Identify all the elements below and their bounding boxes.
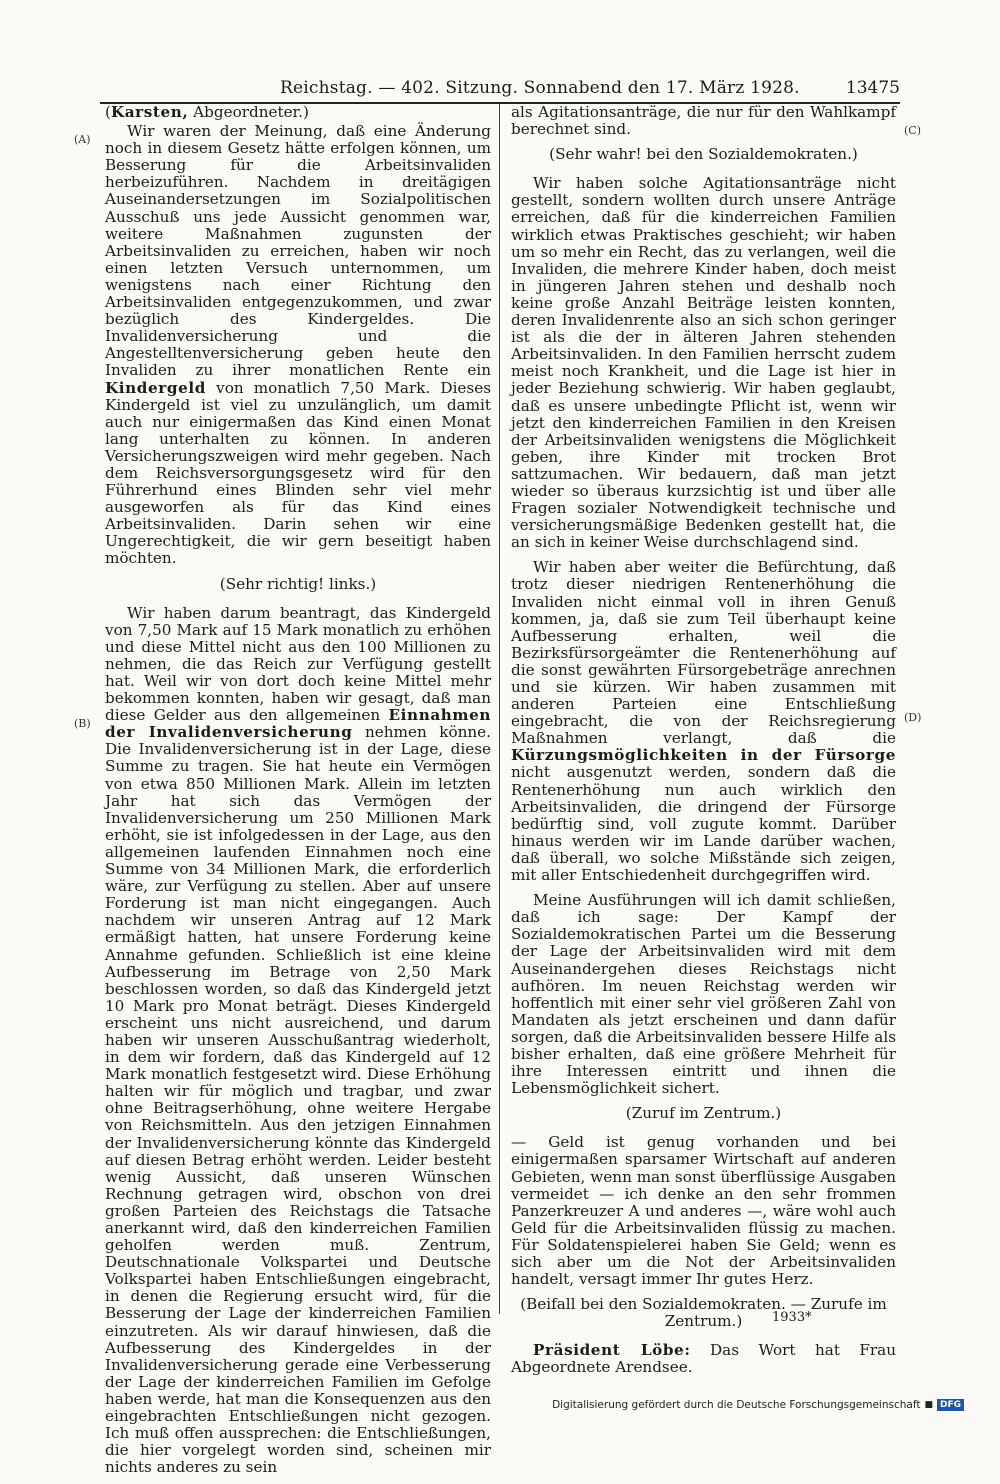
bullet-icon: ■ [924, 1400, 933, 1410]
president-statement [511, 1342, 896, 1376]
emphasis-text: Einnahmen der Invalidenversicherung [105, 706, 491, 742]
speaker-name: Karsten, [110, 103, 189, 121]
dfg-logo: DFG [937, 1399, 964, 1411]
interjection: (Zuruf im Zentrum.) [625, 1104, 782, 1123]
interjection: (Sehr wahr! bei den Sozialdemokraten.) [549, 145, 858, 164]
right-column [511, 104, 896, 1385]
speaker-role: Abgeordneter.) [193, 103, 309, 121]
header-title: Reichstag. — 402. Sitzung. Sonnabend den 17. März 1928. [280, 78, 800, 98]
paragraph: — Geld ist genug vorhanden und bei einigermaßen sparsamer Wirtschaft auf anderen Gebieten, wenn man sonst überflüssige Ausgaben vermeidet — ich denke an den sehr frommen Panzerkreuzer A und anderes —, wäre wohl auch Geld für die Arbeitsinvaliden flüssig zu machen. Für Soldatenspielerei haben Sie Geld; wenn es sich aber um die Not der Arbeitsinvaliden handelt, versagt immer Ihr gutes Herz. [511, 1133, 896, 1289]
margin-marker-b: (B) [74, 717, 91, 730]
emphasis-text: Kindergeld [105, 378, 206, 397]
paragraph-text: von monatlich 7,50 Mark. Dieses Kindergeld ist viel zu unzulänglich, um damit auch nur einigermaßen das Kind einen Monat lang unterhalten zu können. In anderen Versicherungszweigen wird mehr gegeben. Nach dem Reichsversorgungsgesetz wird für den Führerhund eines Blinden sehr viel mehr ausgeworfen als für das Kind eines Arbeitsinvaliden. Darin sehen wir eine Ungerechtigkeit, die wir gern beseitigt haben möchten. [105, 378, 491, 568]
interjection: (Beifall bei den Sozialdemokraten. — Zurufe im Zentrum.) [520, 1295, 887, 1331]
footer [552, 1399, 964, 1411]
paragraph-text: nicht ausgenutzt werden, sondern daß die Rentenerhöhung nun auch wirklich den Arbeitsinvaliden, die dringend der Fürsorge bedürftig sind, voll zugute kommt. Darüber hinaus werden wir im Lande darüber wachen, daß überall, wo solche Mißstände sich zeigen, mit aller Entschiedenheit durchgegriffen wird. [511, 763, 896, 885]
margin-marker-a: (A) [74, 133, 91, 146]
column-divider [499, 104, 500, 1314]
paragraph-text: Wir waren der Meinung, daß eine Änderung noch in diesem Gesetz hätte erfolgen können, um Besserung für die Arbeitsinvaliden herbeizuführen. Nachdem in dreitägigen Auseinandersetzungen im Sozialpolitischen Ausschuß uns jede Aussicht genommen war, weitere Maßnahmen zugunsten der Arbeitsinvaliden zu erreichen, haben wir noch einen letzten Versuch unternommen, um wenigstens nach einer Richtung den Arbeitsinvaliden entgegenzukommen, und zwar bezüglich des Kindergeldes. Die Invalidenversicherung und die Angestelltenversicherung geben heute den Invaliden zu ihrer monatlichen Rente ein [105, 122, 491, 380]
margin-marker-d: (D) [904, 711, 922, 724]
president-text: Das Wort hat Frau Abgeordnete Arendsee. [511, 1341, 896, 1377]
emphasis-text: Kürzungsmöglichkeiten in der Fürsorge [511, 746, 896, 765]
paragraph-text: nehmen könne. Die Invalidenversicherung ist in der Lage, diese Summe zu tragen. Sie hat heute ein Vermögen von etwa 850 Millionen Mark. Allein im letzten Jahr hat sich das Vermögen der Invalidenversicherung um 250 Millionen Mark erhöht, sie ist infolgedessen in der Lage, aus den allgemeinen laufenden Einnahmen noch eine Summe von 34 Millionen Mark, die erforderlich wäre, zur Verfügung zu stellen. Aber auf unsere Forderung ist man nicht eingegangen. Auch nachdem wir unseren Antrag auf 12 Mark ermäßigt hatten, hat unsere Forderung keine Annahme gefunden. Schließlich ist eine kleine Aufbesserung im Betrage von 2,50 Mark beschlossen worden, so daß das Kindergeld jetzt 10 Mark pro Monat beträgt. Dieses Kindergeld erscheint uns nicht ausreichend, und darum haben wir unseren Ausschußantrag wiederholt, in dem wir fordern, daß das Kindergeld auf 12 Mark monatlich festgesetzt wird. Diese Erhöhung halten wir für möglich und tragbar, und zwar ohne Beitragserhöhung, ohne weitere Hergabe von Reichsmitteln. Aus den jetzigen Einnahmen der Invalidenversicherung könnte das Kindergeld auf diesen Betrag erhöht werden. Leider besteht wenig Aussicht, daß unseren Wünschen Rechnung getragen wird, obschon von drei großen Parteien des Reichstags die Tatsache anerkannt wird, daß den kinderreichen Familien geholfen werden muß. Zentrum, Deutschnationale Volkspartei und Deutsche Volkspartei haben Entschließungen eingebracht, in denen die Regierung ersucht wird, für die Besserung der Lage der kinderreichen Familien einzutreten. Als wir darauf hinwiesen, daß die Aufbesserung des Kindergeldes in der Invalidenversicherung gerade eine Verbesserung der Lage der kinderreichen Familien im Gefolge haben werde, hat man die Konsequenzen aus den eingebrachten Entschließungen nicht gezogen. Ich muß offen aussprechen: die Entschließungen, die hier vorgelegt worden sind, scheinen mir nichts anderes zu sein [105, 723, 491, 1477]
paragraph [105, 123, 491, 567]
left-column [105, 104, 491, 1484]
paragraph: als Agitationsanträge, die nur für den Wahlkampf berechnet sind. [511, 103, 896, 139]
signature-number: 1933* [772, 1310, 812, 1325]
page-header [100, 76, 900, 104]
paragraph-text: Wir haben darum beantragt, das Kindergeld von 7,50 Mark auf 15 Mark monatlich zu erhöhen und diese Mittel nicht aus den 100 Millionen zu nehmen, die das Reich zur Verfügung gestellt hat. Weil wir von dort doch keine Mittel mehr bekommen konnten, haben wir gesagt, daß man diese Gelder aus den allgemeinen [105, 603, 491, 725]
margin-marker-c: (C) [904, 124, 921, 137]
footer-text: Digitalisierung gefördert durch die Deutsche Forschungsgemeinschaft [552, 1399, 921, 1411]
interjection: (Sehr richtig! links.) [219, 574, 377, 593]
paragraph: Meine Ausführungen will ich damit schließen, daß ich sage: Der Kampf der Sozialdemokratischen Partei um die Besserung der Lage der Arbeitsinvaliden wird mit dem Auseinandergehen dieses Reichstags nicht aufhören. Im neuen Reichstag werden wir hoffentlich mit einer sehr viel größeren Zahl von Mandaten als jetzt erscheinen und dann dafür sorgen, daß die Arbeitsinvaliden bessere Hilfe als bisher erhalten, daß eine größere Mehrheit für ihre Interessen eintritt und ihnen die Lebensmöglichkeit sichert. [511, 891, 896, 1098]
paragraph [511, 559, 896, 884]
paragraph-text: Wir haben aber weiter die Befürchtung, daß trotz dieser niedrigen Rentenerhöhung die Invaliden nicht einmal voll in ihren Genuß kommen, ja, daß sie zum Teil überhaupt keine Aufbesserung erhalten, weil die Bezirksfürsorgeämter die Rentenerhöhung auf die sonst gewährten Fürsorgebeträge anrechnen und sie kürzen. Wir haben zusammen mit anderen Parteien eine Entschließung eingebracht, die von der Reichsregierung Maßnahmen verlangt, daß die [511, 558, 896, 748]
paragraph: Wir haben solche Agitationsanträge nicht gestellt, sondern wollten durch unsere Anträge erreichen, daß für die kinderreichen Familien wirklich etwas Praktisches geschieht; wir haben um so mehr ein Recht, das zu verlangen, weil die Invaliden, die mehrere Kinder haben, doch meist in jüngeren Jahren stehen und deshalb noch keine große Anzahl Beiträge leisten konnten, deren Invalidenrente also an sich schon geringer ist als die der in älteren Jahren stehenden Arbeitsinvaliden. In den Familien herrscht zudem meist noch Krankheit, und die Lage ist hier in jeder Beziehung schwierig. Wir haben geglaubt, daß es unsere unbedingte Pflicht ist, wenn wir jetzt den kinderreichen Familien in den Kreisen der Arbeitsinvaliden wenigstens die Möglichkeit geben, ihre Kinder mit trocken Brot sattzumachen. Wir bedauern, daß man jetzt wieder so überaus kurzsichtig ist und über alle Fragen sozialer Notwendigkeit technische und versicherungsmäßige Bedenken gestellt hat, die an sich in keiner Weise durchschlagend sind. [511, 174, 896, 552]
page-number: 13475 [845, 78, 900, 98]
president-label: Präsident Löbe: [533, 1341, 691, 1360]
speaker-attribution: (Karsten, Abgeordneter.) [105, 103, 309, 121]
paragraph [105, 605, 491, 1477]
